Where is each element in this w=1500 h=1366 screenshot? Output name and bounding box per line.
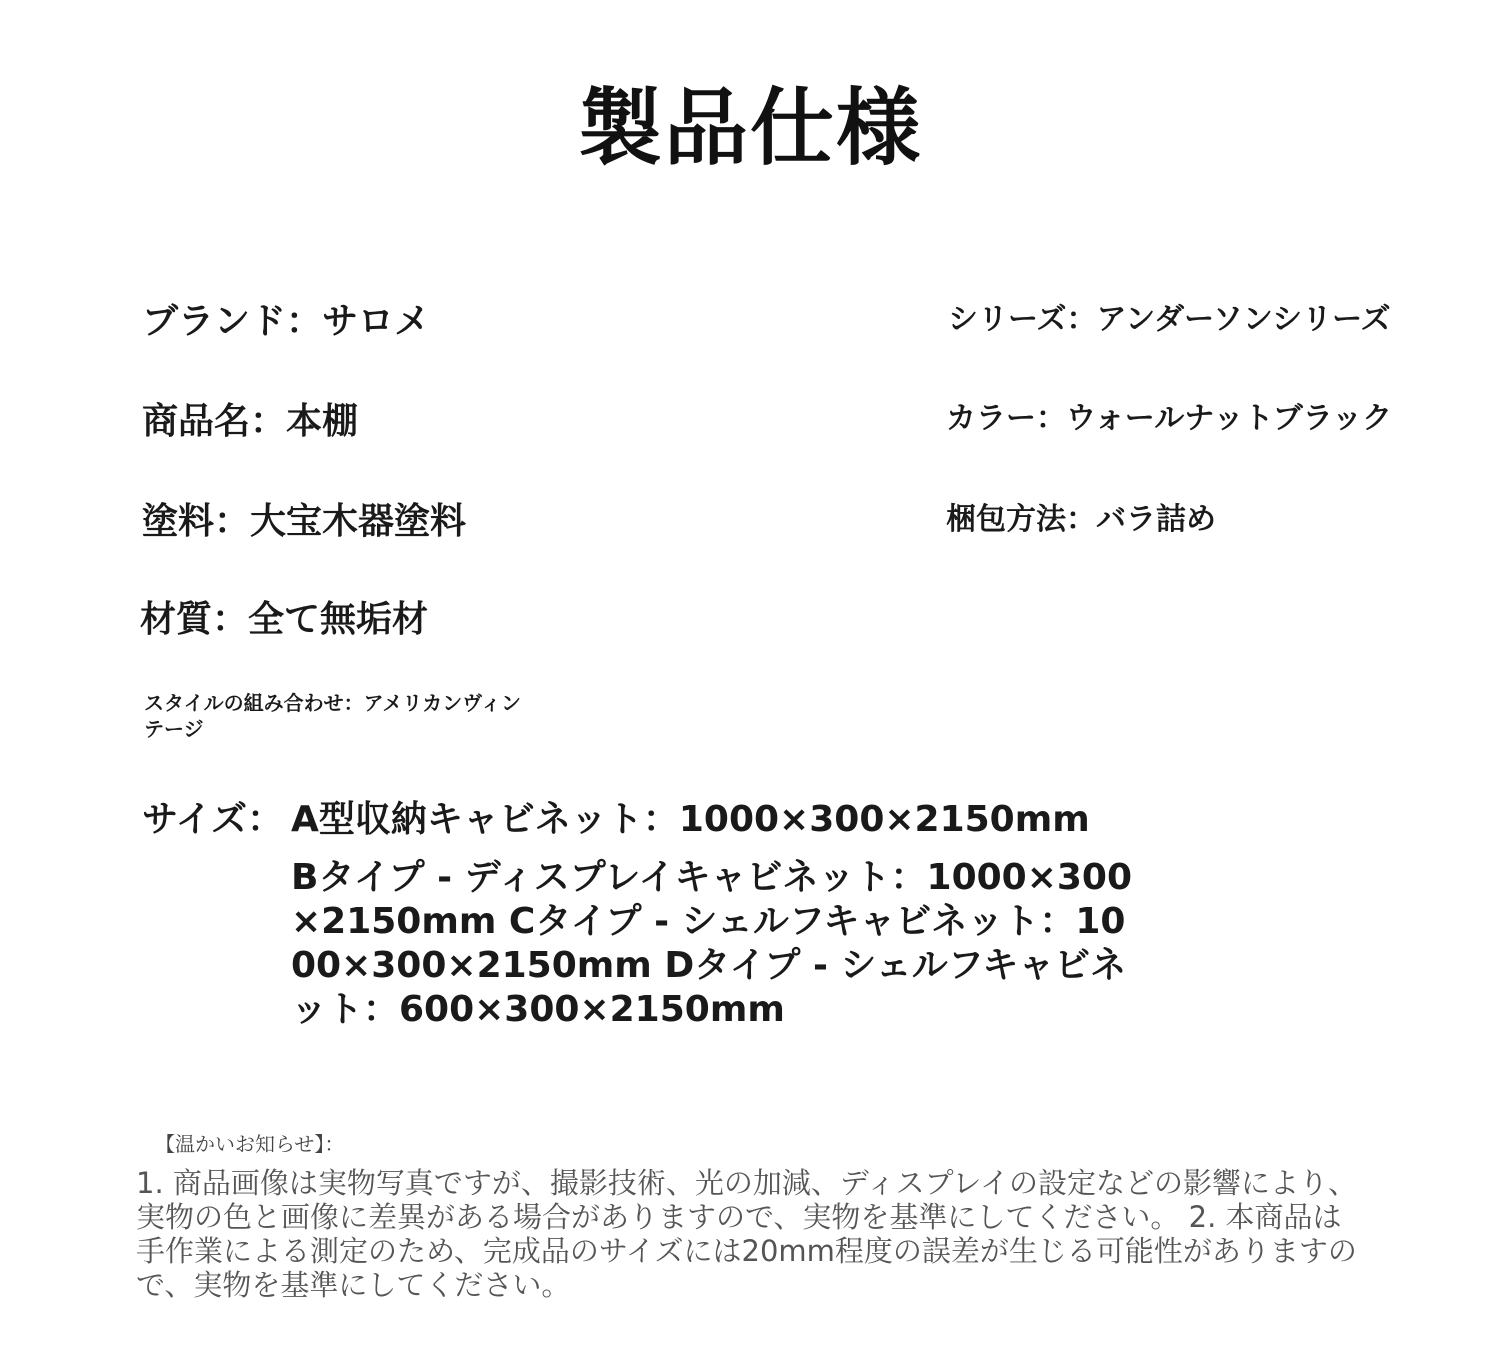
- notice-body: 1. 商品画像は実物写真ですが、撮影技術、光の加減、ディスプレイの設定などの影響により、実物の色と画像に差異がある場合がありますので、実物を基準にしてください。 2. 本商品は手作業による測定のため、完成品のサイズには20mm程度の誤差が生じる可能性がありますので、実物を基準にしてください。: [136, 1166, 1357, 1302]
- size-type-a: A型収納キャビネット：1000×300×2150mm: [291, 799, 1090, 840]
- notice-heading: 【温かいお知らせ】：: [155, 1132, 345, 1156]
- size-label: サイズ：: [142, 799, 284, 840]
- spec-style: スタイルの組み合わせ：アメリカンヴィンテージ: [144, 691, 521, 741]
- spec-material: 材質：全て無垢材: [140, 599, 429, 640]
- spec-color: カラー：ウォールナットブラック: [946, 401, 1393, 436]
- spec-series: シリーズ：アンダーソンシリーズ: [948, 302, 1391, 337]
- spec-brand: ブランド：サロメ: [142, 301, 431, 342]
- spec-product-name: 商品名：本棚: [142, 401, 359, 442]
- spec-packing: 梱包方法：バラ詰め: [946, 502, 1216, 537]
- spec-paint: 塗料：大宝木器塗料: [142, 501, 467, 542]
- page-title: 製品仕様: [577, 79, 922, 177]
- size-other-types: Bタイプ - ディスプレイキャビネット：1000×300×2150mm Cタイプ - シェルフキャビネット：1000×300×2150mm Dタイプ - シェルフキャビネット：600×300×2150mm: [291, 857, 1133, 1030]
